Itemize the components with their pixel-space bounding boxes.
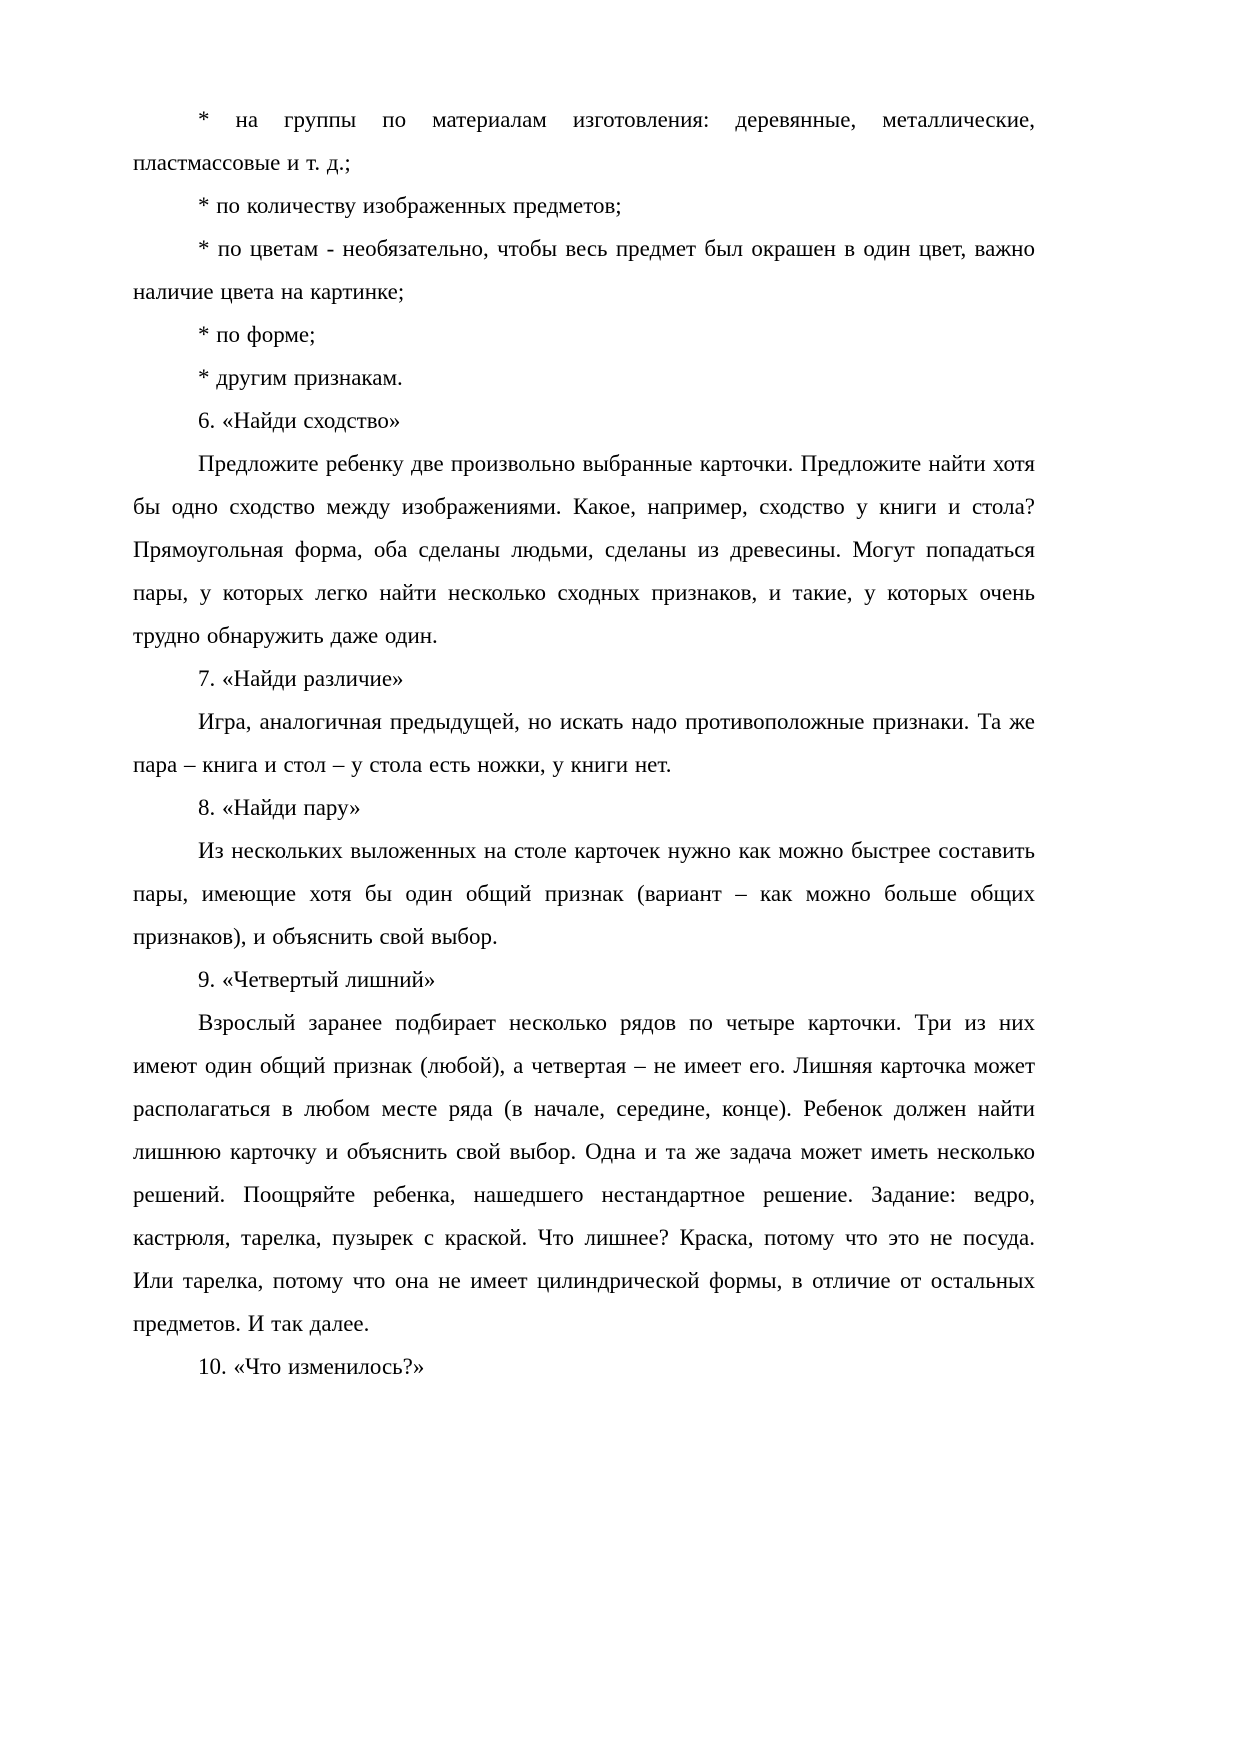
paragraph: * по цветам - необязательно, чтобы весь предмет был окрашен в один цвет, важно наличие цвета на картинке; (133, 236, 1035, 304)
paragraph: * по форме; (198, 322, 316, 347)
paragraph: * другим признакам. (198, 365, 403, 390)
paragraph: 8. «Найди пару» (198, 795, 361, 820)
paragraph: 7. «Найди различие» (198, 666, 404, 691)
paragraph: * по количеству изображенных предметов; (198, 193, 622, 218)
paragraph: 6. «Найди сходство» (198, 408, 401, 433)
paragraph: Предложите ребенку две произвольно выбранные карточки. Предложите найти хотя бы одно сходство между изображениями. Какое, например, сходство у книги и стола? Прямоугольная форма, оба сделаны людьми, сделаны из древесины. Могут попадаться пары, у которых легко найти несколько сходных признаков, и такие, у которых очень трудно обнаружить даже один. (133, 451, 1035, 648)
paragraph: Игра, аналогичная предыдущей, но искать надо противоположные признаки. Та же пара – книга и стол – у стола есть ножки, у книги нет. (133, 709, 1035, 777)
paragraph: Взрослый заранее подбирает несколько рядов по четыре карточки. Три из них имеют один общий признак (любой), а четвертая – не имеет его. Лишняя карточка может располагаться в любом месте ряда (в начале, середине, конце). Ребенок должен найти лишнюю карточку и объяснить свой выбор. Одна и та же задача может иметь несколько решений. Поощряйте ребенка, нашедшего нестандартное решение. Задание: ведро, кастрюля, тарелка, пузырек с краской. Что лишнее? Краска, потому что это не посуда. Или тарелка, потому что она не имеет цилиндрической формы, в отличие от остальных предметов. И так далее. (133, 1010, 1035, 1336)
paragraph: 9. «Четвертый лишний» (198, 967, 436, 992)
paragraph: 10. «Что изменилось?» (198, 1354, 425, 1379)
document-body (133, 98, 1035, 1388)
paragraph: * на группы по материалам изготовления: деревянные, металлические, пластмассовые и т. д.; (133, 107, 1035, 175)
paragraph: Из нескольких выложенных на столе карточек нужно как можно быстрее составить пары, имеющие хотя бы один общий признак (вариант – как можно больше общих признаков), и объяснить свой выбор. (133, 838, 1035, 949)
